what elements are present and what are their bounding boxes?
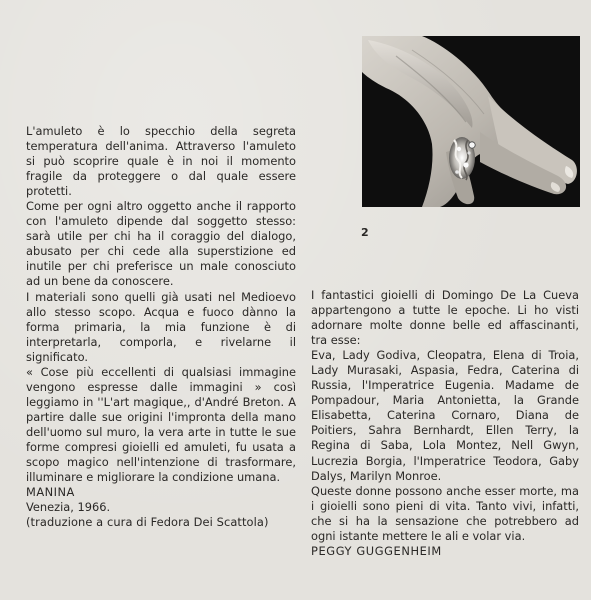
figure-number: 2: [361, 226, 370, 239]
paragraph-materials: I materiali sono quelli già usati nel Medioevo allo stesso scopo. Acqua e fuoco dànno la forma primaria, la mia funzione è di interpretarla, comporla, e rivelarne il significato.: [26, 289, 296, 364]
translation-credit: (traduzione a cura di Fedora Dei Scattola): [26, 515, 269, 530]
hand-with-ring-image: [362, 36, 580, 207]
author-signature-manina: MANINA: [26, 485, 75, 500]
paragraph-relationship: Come per ogni altro oggetto anche il rapporto con l'amuleto dipende dal soggetto stesso: sarà utile per chi ha il coraggio del dialogo, abusato per chi cede alla superstizione ed inutile per chi preferisce un male conosciuto ad un bene da conoscere.: [26, 199, 296, 289]
paragraph-women-list: Eva, Lady Godiva, Cleopatra, Elena di Troia, Lady Murasaki, Aspasia, Fedra, Caterina di Russia, l'Imperatrice Eugenia. Madame de Pompadour, Maria Antonietta, la Grande Elisabetta, Caterina Cornaro, Diana de Poitiers, Sahra Bernhardt, Ellen Terry, la Regina di Saba, Lola Montez, Nell Gwyn, Lucrezia Borgia, l'Imperatrice Teodora, Gaby Dalys, Marilyn Monroe.: [311, 348, 579, 483]
place-date: Venezia, 1966.: [26, 500, 111, 515]
paragraph-fantastic-jewels: I fantastici gioielli di Domingo De La Cueva appartengono a tutte le epoche. Li ho visti adornare molte donne belle ed affascinanti, tra esse:: [311, 288, 579, 348]
guggenheim-text-column: [311, 288, 579, 559]
manina-text-column: [26, 124, 296, 530]
paragraph-amulet-mirror: L'amuleto è lo specchio della segreta temperatura dell'anima. Attraverso l'amuleto si può scoprire quale è in noi il momento fragile da proteggere o dal quale essere protetti.: [26, 124, 296, 199]
hand-with-ring-photo: [362, 36, 580, 207]
paragraph-breton-quote: « Cose più eccellenti di qualsiasi immagine vengono espresse dalle immagini » così leggiamo in ''L'art magique,, d'André Breton. A partire dalle sue origini l'impronta della mano dell'uomo sul muro, la vera arte in tutte le sue forme compresi gioielli ed amuleti, fu usata a scopo magico nell'intenzione di trasformare, illuminare e migliorare la condizione umana.: [26, 364, 296, 485]
author-signature-guggenheim: PEGGY GUGGENHEIM: [311, 543, 442, 558]
paragraph-jewels-alive: Queste donne possono anche esser morte, ma i gioielli sono pieni di vita. Tanto vivi, infatti, che si ha la sensazione che potrebbero ad ogni istante mettere le ali e volar via.: [311, 483, 579, 543]
